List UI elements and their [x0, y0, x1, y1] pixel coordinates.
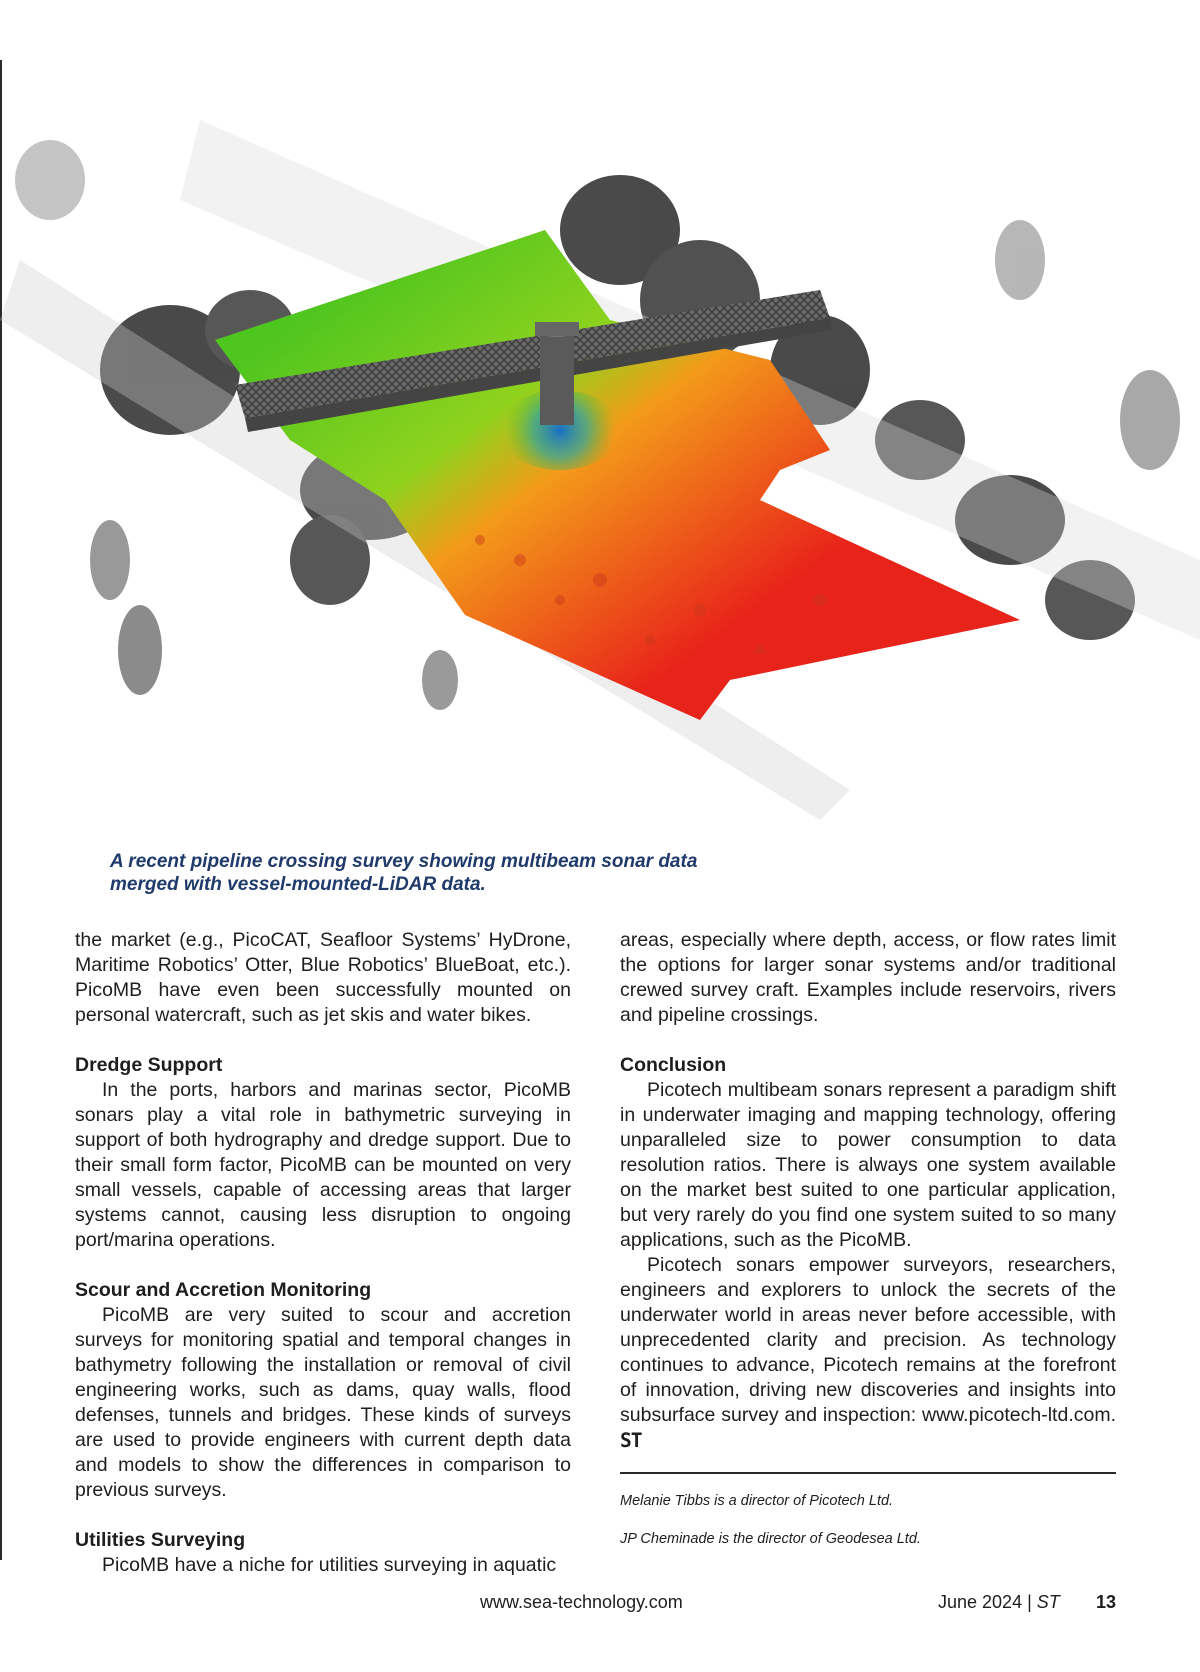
utilities-heading: Utilities Surveying [75, 1529, 246, 1551]
conclusion-paragraph-2 [620, 1253, 1116, 1454]
dredge-support-paragraph: In the ports, harbors and marinas sector, PicoMB sonars play a vital role in bathymetric surveying in support of both hydrography and dredge support. Due to their small form factor, PicoMB can be mounted on very small vessels, capable of accessing areas that larger systems cannot, causing less disruption to ongoing port/marina operations. [75, 1079, 571, 1251]
footer-issue [938, 1591, 1060, 1613]
dredge-support-heading: Dredge Support [75, 1054, 223, 1076]
bio-divider [620, 1472, 1116, 1474]
left-intro-paragraph: the market (e.g., PicoCAT, Seafloor Systems’ HyDrone, Maritime Robotics’ Otter, Blue Robotics’ BlueBoat, etc.). PicoMB have even been successfully mounted on personal watercraft, such as jet skis and water bikes. [75, 929, 571, 1026]
footer-url: www.sea-technology.com [480, 1592, 683, 1612]
figure-caption: A recent pipeline crossing survey showing multibeam sonar data merged with vessel-mounted-LiDAR data. [110, 851, 698, 895]
conclusion-heading: Conclusion [620, 1054, 727, 1076]
right-intro-paragraph: areas, especially where depth, access, or flow rates limit the options for larger sonar systems and/or traditional crewed survey craft. Examples include reservoirs, rivers and pipeline crossings. [620, 929, 1116, 1026]
left-column [75, 928, 571, 1578]
page-number: 13 [1096, 1592, 1117, 1612]
right-column [620, 928, 1116, 1548]
author-bio-1: Melanie Tibbs is a director of Picotech Ltd. [620, 1493, 894, 1509]
conclusion-paragraph-1: Picotech multibeam sonars represent a paradigm shift in underwater imaging and mapping technology, offering unparalleled size to power consumption to data resolution ratios. There is always one system available on the market best suited to one particular application, but very rarely do you find one system suited to so many applications, such as the PicoMB. [620, 1079, 1116, 1251]
bridge-pier [540, 330, 574, 425]
conclusion-paragraph-2-text: Picotech sonars empower surveyors, researchers, engineers and explorers to unlock the secrets of the underwater world in areas never before accessible, with unprecedented clarity and precision. As technology continues to advance, Picotech remains at the forefront of innovation, driving new discoveries and insights into subsurface survey and inspection: www.picotech-ltd.com. [620, 1254, 1116, 1426]
scour-heading: Scour and Accretion Monitoring [75, 1279, 372, 1301]
end-mark: ST [620, 1429, 642, 1452]
utilities-paragraph: PicoMB have a niche for utilities surveying in aquatic [102, 1554, 557, 1576]
footer-date: June 2024 [938, 1592, 1023, 1612]
scour-paragraph: PicoMB are very suited to scour and accretion surveys for monitoring spatial and temporal changes in bathymetry following the installation or removal of civil engineering works, such as dams, quay walls, flood defenses, tunnels and bridges. These kinds of surveys are used to provide engineers with current depth data and models to show the differences in comparison to previous surveys. [75, 1304, 571, 1501]
author-bio-2: JP Cheminade is the director of Geodesea Ltd. [620, 1531, 921, 1547]
footer-magazine: ST [1036, 1592, 1060, 1612]
footer-separator: | [1027, 1592, 1032, 1612]
